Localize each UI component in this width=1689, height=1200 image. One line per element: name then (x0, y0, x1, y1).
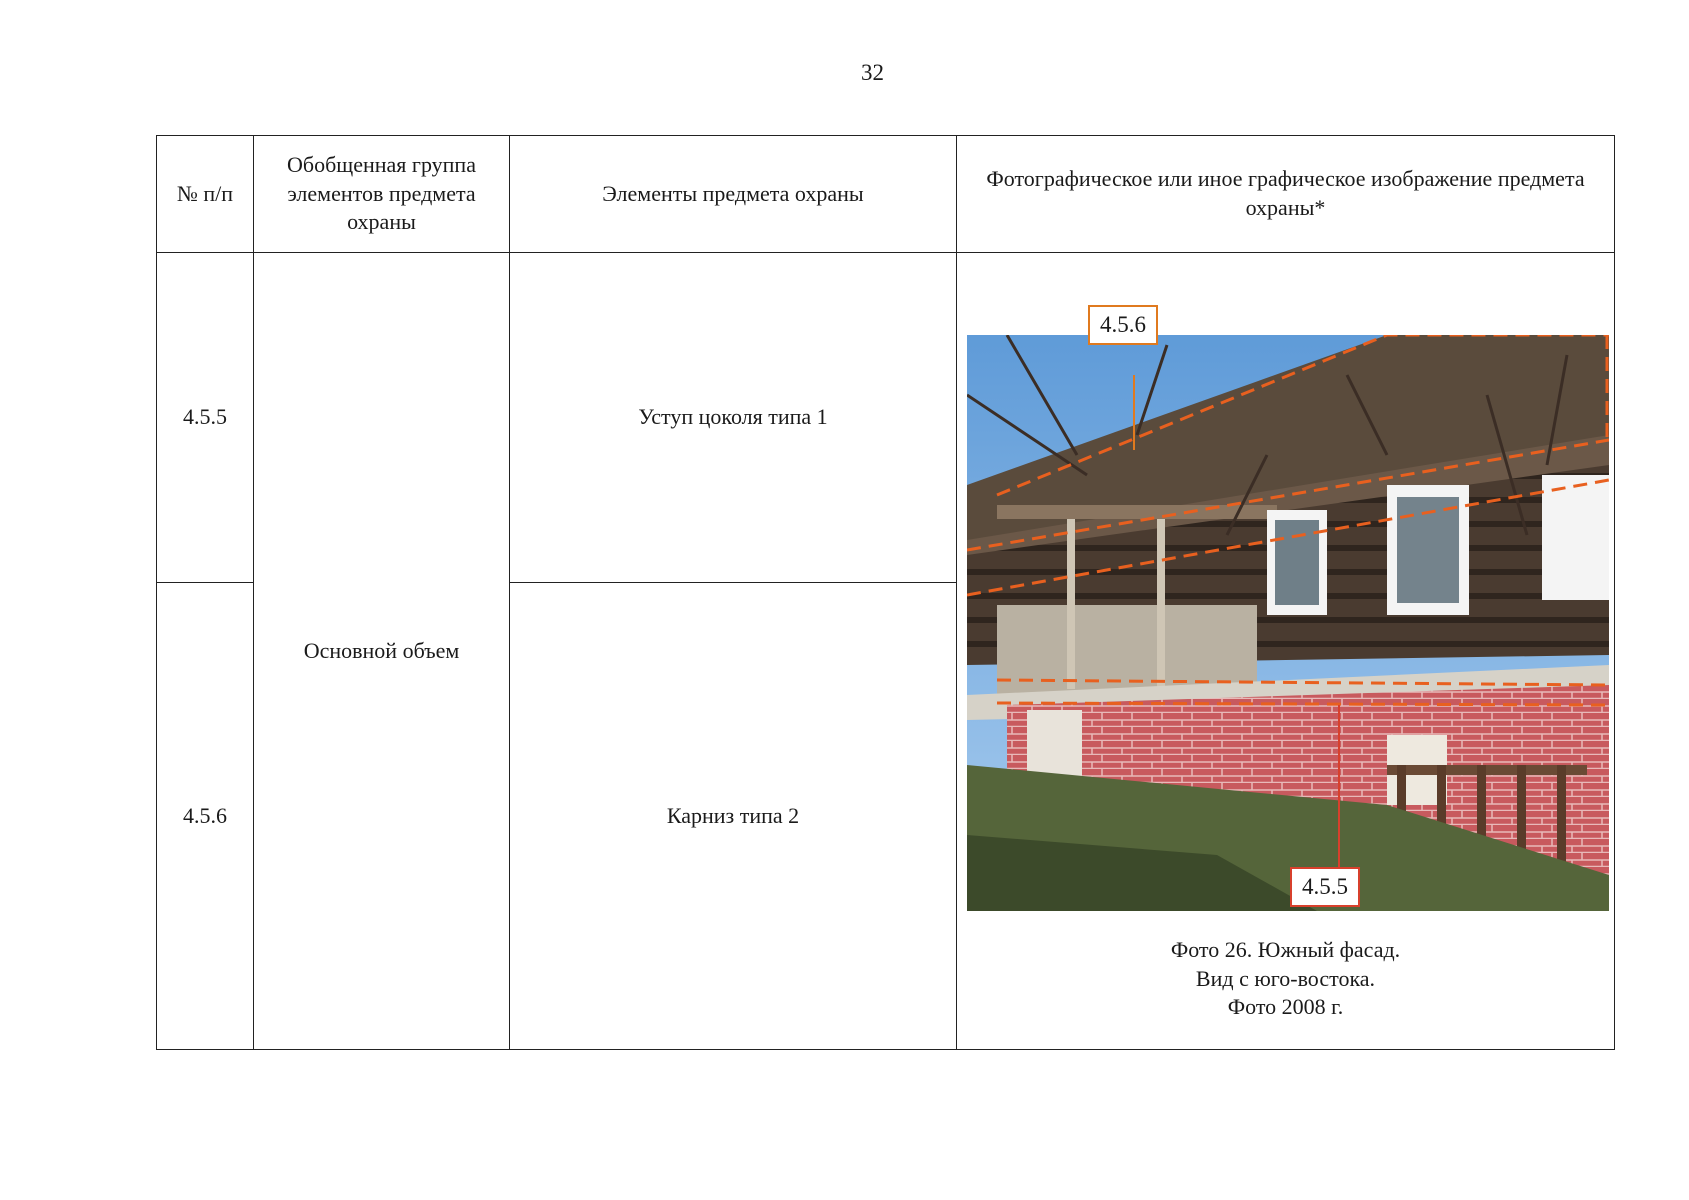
facade-photo-image (967, 335, 1609, 911)
image-cell (957, 253, 1615, 1050)
row-element: Карниз типа 2 (510, 583, 957, 1050)
caption-line-2: Вид с юго-востока. (1195, 965, 1376, 991)
caption-line-1: Фото 26. Южный фасад. (1170, 937, 1401, 962)
table-header-row (157, 136, 1615, 253)
header-group: Обобщенная группа элементов предмета охраны (254, 136, 510, 253)
callout-label-456: 4.5.6 (1088, 305, 1158, 345)
group-cell: Основной объем (254, 253, 510, 1050)
photo-caption (957, 936, 1614, 1022)
header-image: Фотографическое или иное графическое изображение предмета охраны* (957, 136, 1615, 253)
table-row (157, 253, 1615, 583)
header-elements: Элементы предмета охраны (510, 136, 957, 253)
caption-line-3: Фото 2008 г. (1227, 994, 1344, 1020)
row-num: 4.5.6 (157, 583, 254, 1050)
page-number: 32 (861, 60, 884, 85)
callout-label-455: 4.5.5 (1290, 867, 1360, 907)
facade-photo (967, 335, 1609, 911)
header-num: № п/п (157, 136, 254, 253)
row-num: 4.5.5 (157, 253, 254, 583)
protection-subject-table (156, 135, 1615, 1050)
row-element: Уступ цоколя типа 1 (510, 253, 957, 583)
